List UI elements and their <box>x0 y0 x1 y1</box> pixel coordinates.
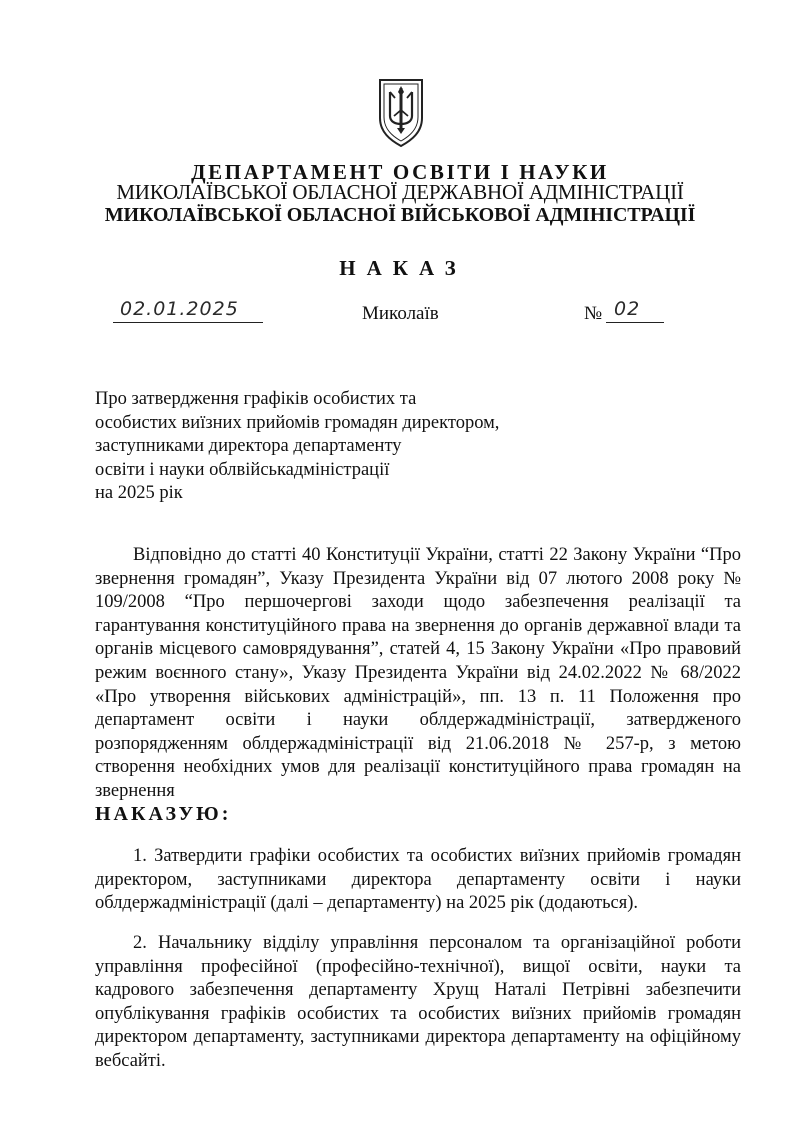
order-item-1: 1. Затвердити графіки особистих та особистих виїзних прийомів громадян директором, заступниками директора департаменту освіти і науки облдержадміністрації (далі – департаменту) на 2025 рік (додаються). <box>95 846 741 914</box>
subject-line: освіти і науки облвійськадміністрації <box>95 459 390 480</box>
department-title: ДЕПАРТАМЕНТ ОСВІТИ І НАУКИ <box>191 160 609 184</box>
order-title: НАКАЗ <box>339 256 467 280</box>
order-subject <box>95 388 535 506</box>
number-label: № <box>584 303 603 324</box>
subject-line: особистих виїзних прийомів громадян директором, <box>95 412 500 433</box>
order-word: НАКАЗУЮ: <box>95 803 232 825</box>
order-date: 02.01.2025 <box>120 298 239 320</box>
order-item-2: 2. Начальнику відділу управління персоналом та організаційної роботи управління професійної (професійно-технічної), вищої освіти, науки та кадрового забезпечення департаменту Хрущ Наталі Петрівні забезпечити опублікування графіків особистих та особистих виїзних прийомів громадян директором департаменту, заступниками директора департаменту на офіційному вебсайті. <box>95 933 741 1071</box>
coat-of-arms-trident-icon <box>376 76 426 148</box>
city: Миколаїв <box>362 303 439 324</box>
subject-line: на 2025 рік <box>95 483 183 503</box>
preamble-paragraph: Відповідно до статті 40 Конституції України, статті 22 Закону України “Про звернення громадян”, Указу Президента України від 07 лютого 2008 року № 109/2008 “Про першочергові заходи щодо забезпечення реалізації та гарантування конституційного права на звернення до органів державної влади та органів місцевого самоврядування”, статей 4, 15 Закону України «Про правовий режим воєнного стану», Указу Президента України від 24.02.2022 № 68/2022 «Про утворення військових адміністрацій», пп. 13 п. 11 Положення про департамент освіти і науки облдержадміністрації, затвердженого розпорядженням облдержадміністрації від 21.06.2018 № 257-р, з метою створення необхідних умов для реалізації конституційного права громадян на звернення <box>95 545 741 801</box>
subject-line: заступниками директора департаменту <box>95 436 402 456</box>
regional-state-administration: МИКОЛАЇВСЬКОЇ ОБЛАСНОЇ ДЕРЖАВНОЇ АДМІНІСТРАЦІЇ <box>116 180 684 204</box>
order-number: 02 <box>614 298 641 320</box>
subject-line: Про затвердження графіків особистих та <box>95 389 417 409</box>
regional-military-administration: МИКОЛАЇВСЬКОЇ ОБЛАСНОЇ ВІЙСЬКОВОЇ АДМІНІСТРАЦІЇ <box>104 204 696 226</box>
